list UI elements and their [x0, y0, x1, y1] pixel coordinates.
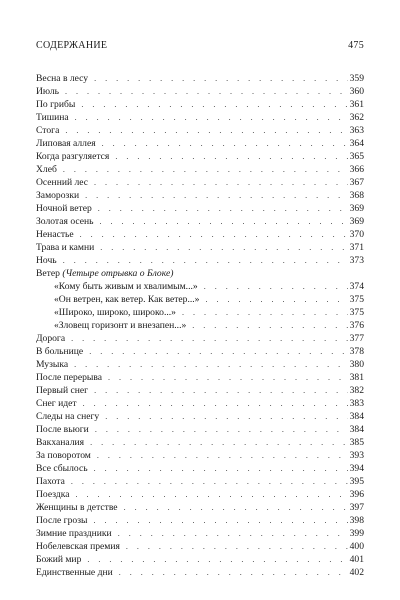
- toc-entry-title: Трава и камни: [36, 242, 95, 253]
- page-header: [36, 40, 364, 56]
- toc-entry-page: 374: [349, 281, 364, 292]
- toc-leader-dots: [94, 462, 348, 475]
- toc-entry-page: 373: [349, 255, 364, 266]
- toc-entry: [36, 488, 364, 501]
- toc-entry-page: 380: [349, 359, 364, 370]
- toc-entry-title: Поездка: [36, 489, 70, 500]
- toc-entry-title: Следы на снегу: [36, 411, 100, 422]
- toc-entry-page: 375: [349, 294, 364, 305]
- toc-leader-dots: [119, 566, 348, 579]
- toc-entry-title: Стога: [36, 125, 60, 136]
- toc-entry-page: 381: [349, 372, 364, 383]
- toc-leader-dots: [89, 345, 347, 358]
- toc-entry-title: Божий мир: [36, 554, 82, 565]
- toc-leader-dots: [65, 85, 348, 98]
- toc-entry-title: По грибы: [36, 99, 76, 110]
- toc-entry-title: Тишина: [36, 112, 69, 123]
- toc-entry: [36, 514, 364, 527]
- toc-entry-title: Ночь: [36, 255, 57, 266]
- toc-entry-page: 383: [349, 398, 364, 409]
- toc-entry: [36, 150, 364, 163]
- toc-entry-page: 370: [349, 229, 364, 240]
- toc-leader-dots: [205, 293, 347, 306]
- toc-entry-page: 364: [349, 138, 364, 149]
- toc-entry: [36, 137, 364, 150]
- page-number: 475: [348, 40, 364, 51]
- toc-entry: [36, 540, 364, 553]
- toc-leader-dots: [93, 514, 347, 527]
- toc-leader-dots: [75, 111, 348, 124]
- toc-entry-page: 394: [349, 463, 364, 474]
- toc-entry-title: Пахота: [36, 476, 65, 487]
- toc-entry-page: 385: [349, 437, 364, 448]
- toc-entry-page: 363: [349, 125, 364, 136]
- toc-entry: [36, 553, 364, 566]
- toc-entry-title: Заморозки: [36, 190, 80, 201]
- toc-entry-page: 362: [349, 112, 364, 123]
- toc-entry-title: «Зловещ горизонт и внезапен...»: [54, 320, 187, 331]
- toc-leader-dots: [63, 163, 348, 176]
- toc-entry-page: 402: [349, 567, 364, 578]
- toc-entry: [36, 566, 364, 579]
- toc-leader-dots: [85, 189, 347, 202]
- toc-entry-page: 361: [349, 99, 364, 110]
- toc-entry-page: 371: [349, 242, 364, 253]
- toc-leader-dots: [192, 319, 347, 332]
- toc-entry: [36, 423, 364, 436]
- toc-entry-page: 399: [349, 528, 364, 539]
- toc-entry-title: Хлеб: [36, 164, 57, 175]
- toc-entry: [36, 254, 364, 267]
- toc-entry: [36, 111, 364, 124]
- toc-entry-page: 369: [349, 203, 364, 214]
- toc-subentry: [36, 306, 364, 319]
- toc-leader-dots: [102, 137, 348, 150]
- toc-entry: [36, 436, 364, 449]
- toc-leader-dots: [94, 72, 348, 85]
- toc-entry-title: Зимние праздники: [36, 528, 112, 539]
- toc-entry: [36, 72, 364, 85]
- toc-entry-page: 368: [349, 190, 364, 201]
- toc-entry: [36, 85, 364, 98]
- toc-leader-dots: [81, 98, 347, 111]
- toc-entry-page: 400: [349, 541, 364, 552]
- toc-entry: [36, 345, 364, 358]
- toc-leader-dots: [76, 488, 348, 501]
- toc-entry: [36, 202, 364, 215]
- toc-entry-title: Единственные дни: [36, 567, 113, 578]
- toc-entry-title: Снег идет: [36, 398, 77, 409]
- toc-leader-dots: [204, 280, 348, 293]
- toc-entry-title: Нобелевская премия: [36, 541, 120, 552]
- toc-entry-title: Когда разгуляется: [36, 151, 110, 162]
- toc-entry-page: 393: [349, 450, 364, 461]
- toc-leader-dots: [100, 241, 347, 254]
- toc-entry-title: Осенний лес: [36, 177, 89, 188]
- toc-entry-page: 395: [349, 476, 364, 487]
- toc-entry-page: 384: [349, 411, 364, 422]
- toc-leader-dots: [95, 423, 348, 436]
- toc-subentry: [36, 280, 364, 293]
- toc-entry: [36, 98, 364, 111]
- toc-entry-title: Все сбылось: [36, 463, 88, 474]
- toc-cycle-title: Ветер: [36, 268, 60, 279]
- toc-entry-title: «Кому быть живым и хвалимым...»: [54, 281, 198, 292]
- toc-entry: [36, 384, 364, 397]
- toc-entry: [36, 501, 364, 514]
- toc-entry-page: 376: [349, 320, 364, 331]
- toc-entry-page: 396: [349, 489, 364, 500]
- toc-leader-dots: [71, 475, 348, 488]
- toc-leader-dots: [83, 397, 348, 410]
- toc-entry-title: За поворотом: [36, 450, 91, 461]
- toc-entry-page: 359: [349, 73, 364, 84]
- toc-leader-dots: [98, 202, 348, 215]
- toc-entry-page: 369: [349, 216, 364, 227]
- toc-entry-title: Июль: [36, 86, 60, 97]
- toc-leader-dots: [97, 449, 348, 462]
- toc-entry-page: 401: [349, 554, 364, 565]
- toc-leader-dots: [94, 176, 348, 189]
- toc-entry: [36, 124, 364, 137]
- toc-entry-page: 397: [349, 502, 364, 513]
- toc-entry: [36, 462, 364, 475]
- toc-entry-title: Весна в лесу: [36, 73, 89, 84]
- toc-leader-dots: [87, 553, 347, 566]
- toc-entry-title: Ночной ветер: [36, 203, 92, 214]
- toc-leader-dots: [94, 384, 348, 397]
- toc-leader-dots: [126, 540, 348, 553]
- toc-leader-dots: [80, 228, 348, 241]
- toc-entry-page: 398: [349, 515, 364, 526]
- toc-entry-title: Первый снег: [36, 385, 89, 396]
- toc-entry-page: 367: [349, 177, 364, 188]
- toc-leader-dots: [74, 358, 348, 371]
- toc-leader-dots: [63, 254, 348, 267]
- toc-entry-title: В больнице: [36, 346, 84, 357]
- toc-entry: [36, 215, 364, 228]
- toc-entry-page: 375: [349, 307, 364, 318]
- toc-leader-dots: [182, 306, 348, 319]
- toc-entry: [36, 410, 364, 423]
- toc-entry-title: После перерыва: [36, 372, 103, 383]
- toc-entry-title: Золотая осень: [36, 216, 94, 227]
- toc-entry-page: 384: [349, 424, 364, 435]
- toc-entry-title: Женщины в детстве: [36, 502, 118, 513]
- toc-leader-dots: [118, 527, 348, 540]
- toc-entry: [36, 449, 364, 462]
- toc-entry: [36, 527, 364, 540]
- toc-leader-dots: [90, 436, 348, 449]
- toc-entry-page: 378: [349, 346, 364, 357]
- toc-entry-title: Дорога: [36, 333, 66, 344]
- toc-entry: [36, 332, 364, 345]
- toc-entry: [36, 189, 364, 202]
- toc-leader-dots: [105, 410, 347, 423]
- toc-leader-dots: [65, 124, 347, 137]
- toc-entry-page: 365: [349, 151, 364, 162]
- toc-subentry: [36, 293, 364, 306]
- toc-entry: [36, 176, 364, 189]
- table-of-contents: [36, 72, 364, 579]
- toc-entry: [36, 241, 364, 254]
- toc-leader-dots: [124, 501, 348, 514]
- book-page: [36, 40, 364, 579]
- toc-entry-page: 366: [349, 164, 364, 175]
- toc-leader-dots: [108, 371, 348, 384]
- toc-entry: [36, 397, 364, 410]
- toc-entry: [36, 371, 364, 384]
- toc-entry-title: После вьюги: [36, 424, 89, 435]
- toc-entry-title: Ненастье: [36, 229, 74, 240]
- toc-entry: [36, 358, 364, 371]
- toc-entry-title: Липовая аллея: [36, 138, 96, 149]
- toc-entry: [36, 163, 364, 176]
- toc-entry-title: Музыка: [36, 359, 69, 370]
- toc-cycle-subtitle: (Четыре отрывка о Блоке): [62, 268, 174, 279]
- toc-entry-title: Вакханалия: [36, 437, 85, 448]
- toc-leader-dots: [115, 150, 347, 163]
- toc-entry-page: 377: [349, 333, 364, 344]
- toc-subentry: [36, 319, 364, 332]
- toc-entry-title: «Широко, широко, широко...»: [54, 307, 176, 318]
- toc-entry-title: «Он ветрен, как ветер. Как ветер...»: [54, 294, 200, 305]
- toc-entry: [36, 475, 364, 488]
- toc-entry-title: После грозы: [36, 515, 88, 526]
- page-title: СОДЕРЖАНИЕ: [36, 40, 108, 51]
- toc-leader-dots: [71, 332, 347, 345]
- toc-entry-page: 382: [349, 385, 364, 396]
- toc-leader-dots: [100, 215, 348, 228]
- toc-entry: [36, 228, 364, 241]
- toc-cycle-heading: [36, 267, 364, 280]
- toc-entry-page: 360: [349, 86, 364, 97]
